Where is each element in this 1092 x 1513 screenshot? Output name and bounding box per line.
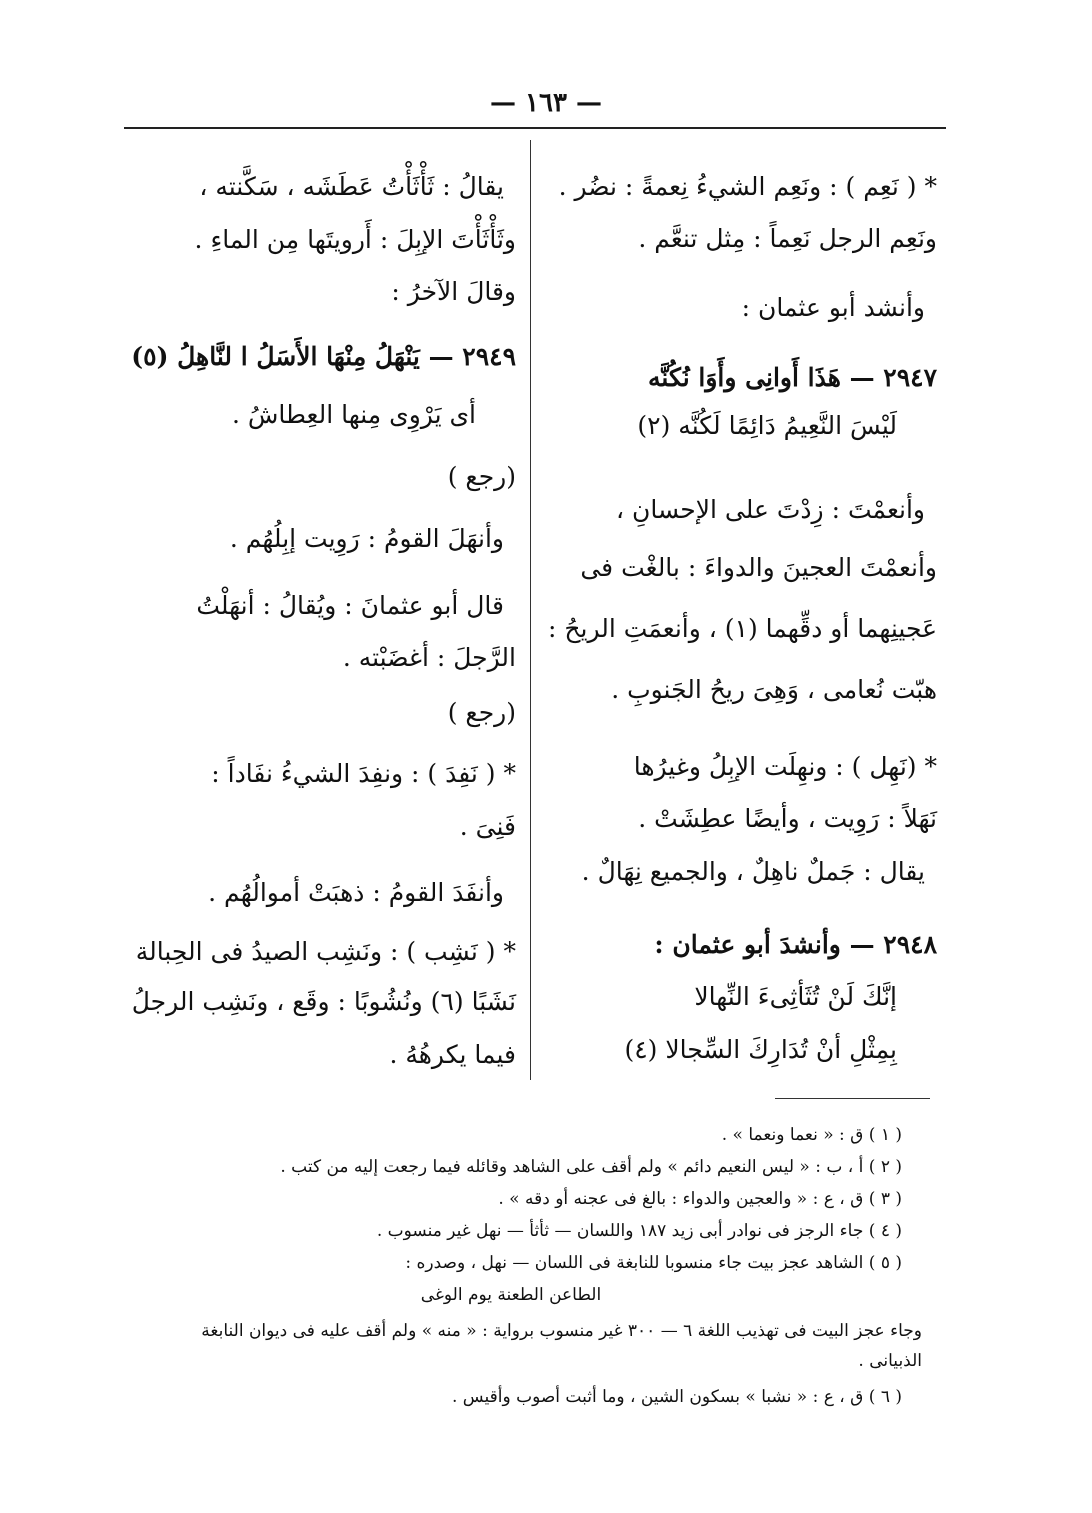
text-line: عَجينِهما أو دقِّهما (١) ، وأنعمَتِ الريحُ : xyxy=(548,614,937,643)
column-divider xyxy=(530,140,531,1080)
text-line: يقالُ : ثَأْثَأْتُ عَطَشَه ، سَكَّنته ، xyxy=(199,172,504,201)
header-rule xyxy=(124,127,946,129)
text-line: وقالَ الآخرُ : xyxy=(391,277,516,306)
footnote-4: ( ٤ ) جاء الرجز فى نوادر أبى زيد ١٨٧ واللسان — ثأثأ — نهل غير منسوب . xyxy=(376,1221,902,1241)
text-line: أى يَرْوِى مِنها العِطاشُ . xyxy=(232,400,476,429)
text-line: نَشَبًا (٦) ونُشُوبًا : وقَع ، ونَشِب الرجلُ xyxy=(131,987,516,1016)
text-line: وثَأْثَأْتَ الإبِلَ : أَرويتَها مِن الماءِ . xyxy=(194,225,516,254)
text-line: وأنشد أبو عثمان : xyxy=(741,293,925,322)
text-line: وأنعمْتَ : زِدْتَ على الإحسانِ ، xyxy=(616,495,925,524)
entry-nashib-heading: * ( نَشِب ) : ونَشِب الصيدُ فى الحِبالة xyxy=(135,937,516,966)
page-number: — ١٦٣ — xyxy=(489,88,603,118)
text-line: فَنِىَ . xyxy=(459,812,516,841)
return-marker: (رجع ) xyxy=(447,698,516,727)
footnote-3: ( ٣ ) ق ، ع : « والعجين والدواء : بالغ فى عجنه أو دقه » . xyxy=(498,1189,902,1209)
text-line: وأنهَلَ القومُ : رَوِيت إبِلُهُم . xyxy=(229,524,504,553)
verse-2949: ٢٩٤٩ — يَنْهَلُ مِنْهَا الأَسَلُ ا لنَّاهِلُ (٥) xyxy=(131,342,516,371)
verse-2947-line-1: ٢٩٤٧ — هَذَا أَوانِى وأَوَا نُكُنَّه xyxy=(648,363,937,392)
footnote-5-continued: الذبيانى . xyxy=(858,1351,922,1371)
text-line: يقال : جَملٌ ناهِلٌ ، والجميع نِهَالٌ . xyxy=(581,857,925,886)
text-line: قال أبو عثمانَ : ويُقالُ : أنهَلْتُ xyxy=(196,591,504,620)
verse-2948-line-1: إنَّكَ لَنْ تُثَأثِىءَ النِّهالا xyxy=(694,982,897,1011)
footnote-6: ( ٦ ) ق ، ع : « نشبا » بسكون الشين ، وما أثبت أصوب وأقيس . xyxy=(452,1387,902,1407)
entry-naim-heading: * ( نَعِم ) : ونَعِم الشيءُ نِعمةً : نضُر . xyxy=(558,172,937,201)
text-line: هبّت نُعامى ، وَهِىَ ريحُ الجَنوبِ . xyxy=(611,675,937,704)
footnote-1: ( ١ ) ق : « نعما ونعما » . xyxy=(721,1125,902,1145)
footnote-5-continued: وجاء عجز البيت فى تهذيب اللغة ٦ — ٣٠٠ غير منسوب برواية : « منه » ولم أقف عليه فى ديوان النابغة xyxy=(201,1321,922,1341)
text-line: نَهَلاً : رَوِيت ، وأيضًا عطِشَتْ . xyxy=(638,804,937,833)
verse-2948-intro: ٢٩٤٨ — وأنشدَ أبو عثمان : xyxy=(654,930,937,959)
text-line: فيما يكرهُهُ . xyxy=(389,1040,516,1069)
footnote-rule xyxy=(775,1098,930,1099)
entry-nahil-heading: * (نَهِل ) : ونهِلَت الإبِلُ وغيرُها xyxy=(633,752,937,781)
verse-2947-line-2: لَيْسَ النَّعِيمُ دَائِمًا لَكُنَّه (٢) xyxy=(637,411,897,440)
text-line: الرَّجلَ : أغضَبْته . xyxy=(342,643,516,672)
verse-2948-line-2: بِمِثْلِ أنْ تُدَارِكَ السِّجالا (٤) xyxy=(624,1035,897,1064)
entry-nafid-heading: * ( نَفِدَ ) : ونفِدَ الشيءُ نفَاداً : xyxy=(211,759,516,788)
footnote-2: ( ٢ ) أ ، ب : « ليس النعيم دائم » ولم أقف على الشاهد وقائله فيما رجعت إليه من كتب . xyxy=(280,1157,902,1177)
text-line: وأنعمْتَ العجينَ والدواءَ : بالغْت فى xyxy=(580,553,937,582)
footnote-5-verse: الطاعن الطعنة يوم الوغى xyxy=(420,1285,602,1305)
text-line: وأنفَدَ القومُ : ذهبَتْ أموالُهُم . xyxy=(208,878,504,907)
footnote-5: ( ٥ ) الشاهد عجز بيت جاء منسوبا للنابغة فى اللسان — نهل ، وصدره : xyxy=(405,1253,902,1273)
return-marker: (رجع ) xyxy=(447,462,516,491)
text-line: ونَعِم الرجل نَعِماً : مِثل تنعَّم . xyxy=(638,224,937,253)
